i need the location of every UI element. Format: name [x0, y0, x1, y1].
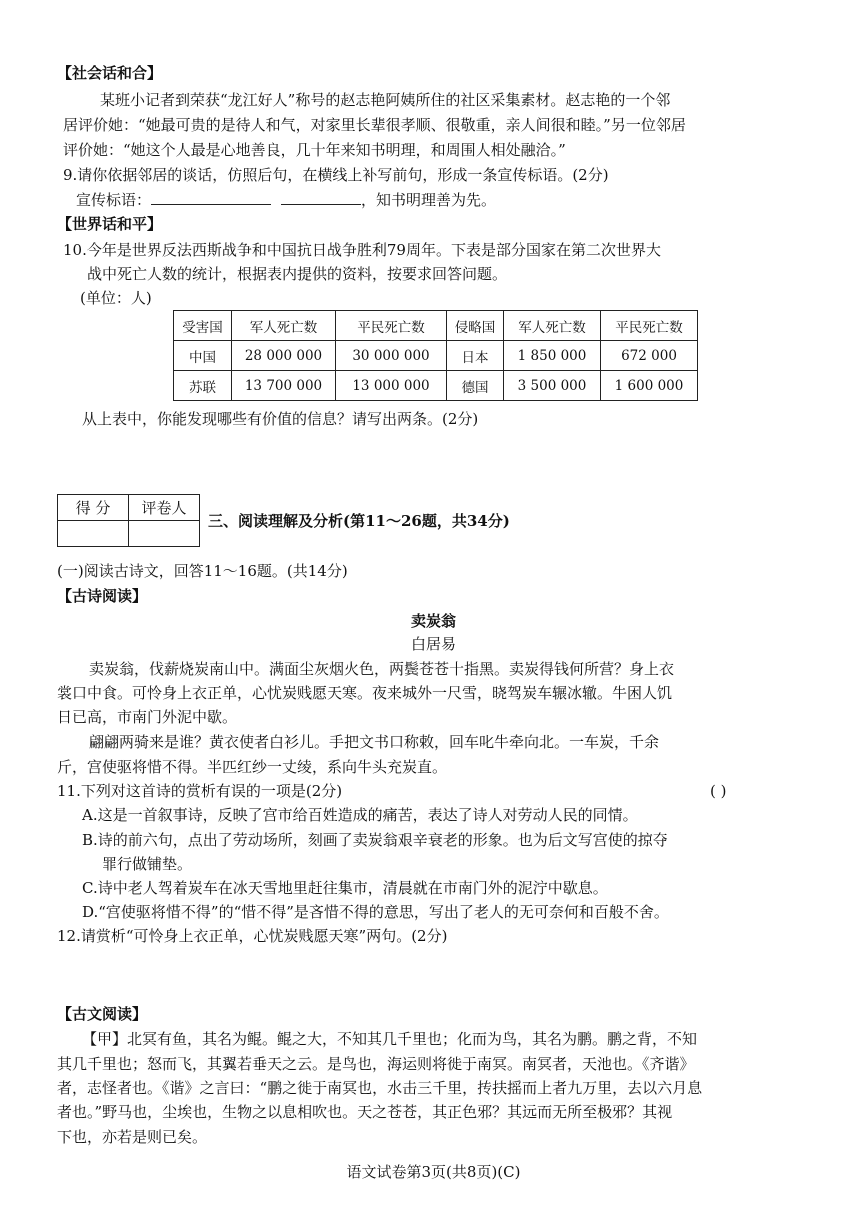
grader-input-cell[interactable]: [129, 521, 200, 547]
q10-ask: 从上表中，你能发现哪些有价值的信息？请写出两条。(2分): [82, 410, 479, 428]
prose-line-3: 者，志怪者也。《谐》之言曰：“鹏之徙于南冥也，水击三千里，抟扶摇而上者九万里，去以六月息: [57, 1079, 703, 1097]
table-header-cell: 受害国: [174, 311, 232, 341]
prose-line-1: 【甲】北冥有鱼，其名为鲲。鲲之大，不知其几千里也；化而为鸟，其名为鹏。鹏之背，不知: [82, 1030, 698, 1048]
table-header-row: [174, 311, 698, 341]
poem-line-2: 裳口中食。可怜身上衣正单，心忧炭贱愿天寒。夜来城外一尺雪，晓驾炭车辗冰辙。牛困人饥: [57, 684, 673, 702]
table-cell: 1 600 000: [601, 371, 698, 401]
poem-title: 卖炭翁: [410, 612, 456, 630]
war-deaths-table: [173, 310, 698, 401]
table-header-cell: 侵略国: [447, 311, 504, 341]
option-b: B.诗的前六句，点出了劳动场所，刻画了卖炭翁艰辛衰老的形象。也为后文写宫使的掠夺: [82, 831, 668, 849]
option-b-cont: 罪行做铺垫。: [102, 855, 193, 873]
slogan-tail: ，知书明理善为先。: [361, 191, 497, 209]
poem-line-5: 斤，宫使驱将惜不得。半匹红纱一丈绫，系向牛头充炭直。: [57, 758, 448, 776]
table-cell: 13 700 000: [232, 371, 336, 401]
unit-label: (单位：人): [80, 289, 152, 307]
table-header-cell: 军人死亡数: [232, 311, 336, 341]
answer-paren[interactable]: ( ): [710, 782, 727, 800]
poem-author: 白居易: [410, 635, 456, 653]
table-cell: 13 000 000: [336, 371, 447, 401]
slogan-blank-1[interactable]: [151, 190, 271, 205]
part-3-title: 三、阅读理解及分析(第11～26题，共34分): [208, 512, 510, 530]
section-header-social-harmony: 【社会话和合】: [57, 64, 163, 82]
table-header-cell: 平民死亡数: [601, 311, 698, 341]
intro-line-2: 居评价她：“她最可贵的是待人和气，对家里长辈很孝顺、很敬重，亲人间很和睦。”另一位邻居: [63, 116, 686, 134]
table-cell: 28 000 000: [232, 341, 336, 371]
q10-line-2: 战中死亡人数的统计，根据表内提供的资料，按要求回答问题。: [87, 265, 508, 283]
poem-line-4: 翩翩两骑来是谁？黄衣使者白衫儿。手把文书口称敕，回车叱牛牵向北。一车炭，千余: [89, 733, 660, 751]
table-row: [174, 371, 698, 401]
option-c: C.诗中老人驾着炭车在冰天雪地里赶往集市，清晨就在市南门外的泥泞中歇息。: [82, 879, 608, 897]
score-label: 得 分: [58, 495, 129, 521]
table-header-cell: 军人死亡数: [504, 311, 601, 341]
poem-line-1: 卖炭翁，伐薪烧炭南山中。满面尘灰烟火色，两鬓苍苍十指黑。卖炭得钱何所营？身上衣: [89, 660, 675, 678]
question-11: 11.下列对这首诗的赏析有误的一项是(2分): [57, 782, 343, 800]
prose-line-2: 其几千里也；怒而飞，其翼若垂天之云。是鸟也，海运则将徙于南冥。南冥者，天池也。《齐谐》: [57, 1055, 695, 1073]
option-a: A.这是一首叙事诗，反映了宫市给百姓造成的痛苦，表达了诗人对劳动人民的同情。: [82, 806, 638, 824]
q10-line-1: 10.今年是世界反法西斯战争和中国抗日战争胜利79周年。下表是部分国家在第二次世界大: [63, 241, 661, 259]
slogan-label: 宣传标语：: [76, 191, 152, 209]
slogan-row: [76, 189, 496, 211]
grader-label: 评卷人: [129, 495, 200, 521]
slogan-blank-2[interactable]: [281, 190, 361, 205]
intro-line-3: 评价她：“她这个人最是心地善良，几十年来知书明理，和周围人相处融洽。”: [63, 141, 566, 159]
table-cell: 苏联: [174, 371, 232, 401]
question-9: 9.请你依据邻居的谈话，仿照后句，在横线上补写前句，形成一条宣传标语。(2分): [63, 166, 609, 184]
table-cell: 德国: [447, 371, 504, 401]
table-cell: 中国: [174, 341, 232, 371]
score-box: [57, 494, 200, 547]
table-header-cell: 平民死亡数: [336, 311, 447, 341]
score-input-cell[interactable]: [58, 521, 129, 547]
page-footer: 语文试卷第3页(共8页)(C): [346, 1163, 521, 1181]
table-cell: 3 500 000: [504, 371, 601, 401]
table-cell: 日本: [447, 341, 504, 371]
intro-line-1: 某班小记者到荣获“龙江好人”称号的赵志艳阿姨所住的社区采集素材。赵志艳的一个邻: [100, 91, 671, 109]
poem-line-3: 日已高，市南门外泥中歇。: [57, 708, 238, 726]
prose-line-5: 下也，亦若是则已矣。: [57, 1128, 208, 1146]
table-cell: 1 850 000: [504, 341, 601, 371]
table-cell: 672 000: [601, 341, 698, 371]
section-header-world-peace: 【世界话和平】: [57, 215, 163, 233]
question-12: 12.请赏析“可怜身上衣正单，心忧炭贱愿天寒”两句。(2分): [57, 927, 448, 945]
table-row: [174, 341, 698, 371]
table-cell: 30 000 000: [336, 341, 447, 371]
poem-header: 【古诗阅读】: [57, 587, 148, 605]
option-d: D.“宫使驱将惜不得”的“惜不得”是吝惜不得的意思，写出了老人的无可奈何和百般不舍。: [82, 903, 669, 921]
prose-header: 【古文阅读】: [57, 1005, 148, 1023]
sub-section-1: (一)阅读古诗文，回答11～16题。(共14分): [57, 562, 348, 580]
prose-line-4: 者也。”野马也，尘埃也，生物之以息相吹也。天之苍苍，其正色邪？其远而无所至极邪？其视: [57, 1103, 673, 1121]
